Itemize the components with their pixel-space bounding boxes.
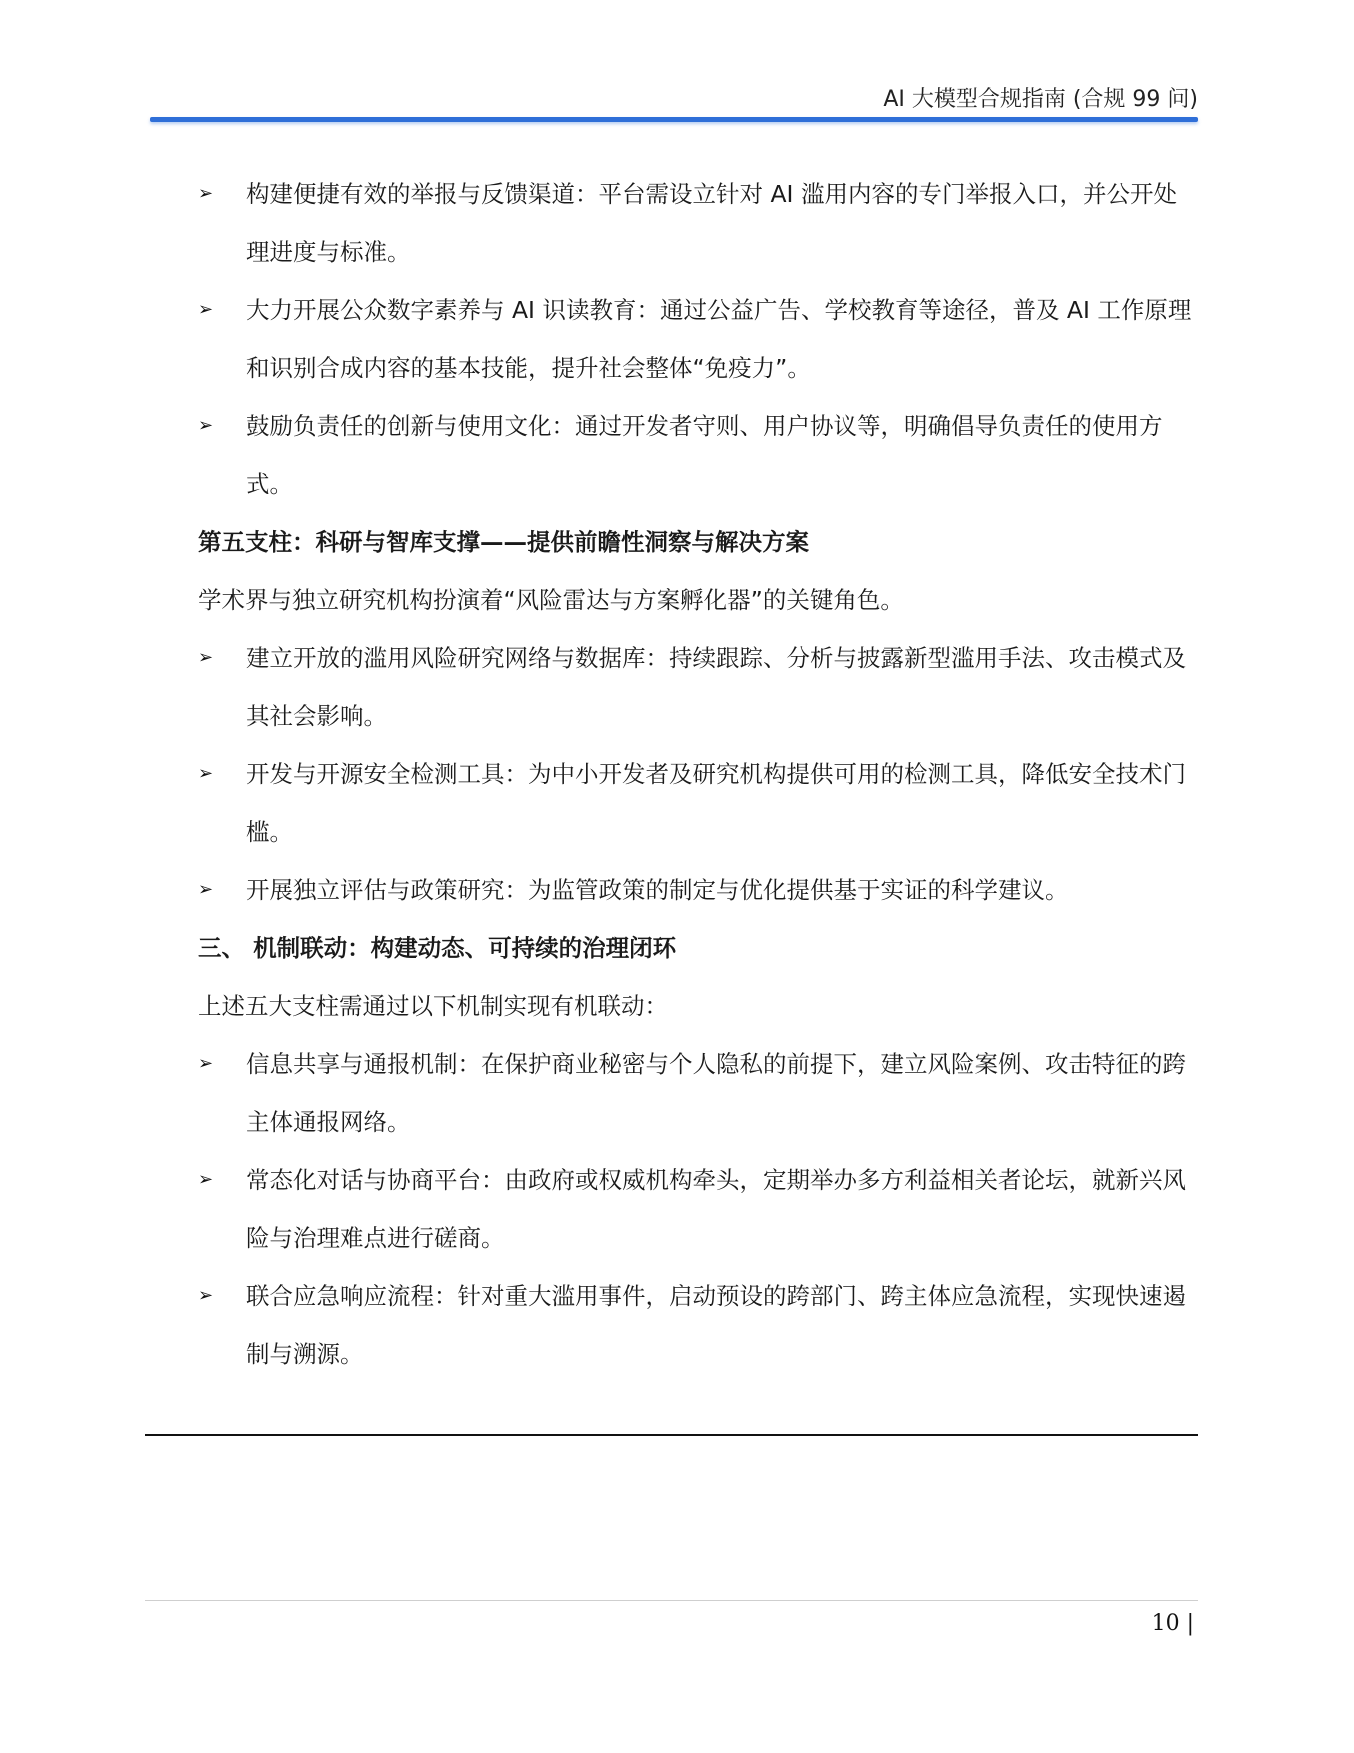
bullet-text: 信息共享与通报机制：在保护商业秘密与个人隐私的前提下，建立风险案例、攻击特征的跨主体通报网络。 [246, 1050, 1186, 1136]
bullet-text: 建立开放的滥用风险研究网络与数据库：持续跟踪、分析与披露新型滥用手法、攻击模式及其社会影响。 [246, 644, 1186, 730]
arrow-bullet-icon: ➢ [198, 1285, 214, 1306]
arrow-bullet-icon: ➢ [198, 299, 214, 320]
page-content [198, 165, 1198, 1383]
page-number: 10 | [1151, 1611, 1194, 1636]
bullet-item [198, 281, 1198, 397]
header-rule [150, 117, 1198, 122]
arrow-bullet-icon: ➢ [198, 1053, 214, 1074]
page-header-title: AI 大模型合规指南 (合规 99 问) [883, 87, 1198, 112]
arrow-bullet-icon: ➢ [198, 647, 214, 668]
bullet-item [198, 745, 1198, 861]
bullet-text: 联合应急响应流程：针对重大滥用事件，启动预设的跨部门、跨主体应急流程，实现快速遏制与溯源。 [246, 1282, 1186, 1368]
bullet-item [198, 1035, 1198, 1151]
bullet-text: 构建便捷有效的举报与反馈渠道：平台需设立针对 AI 滥用内容的专门举报入口，并公开处理进度与标准。 [246, 180, 1177, 266]
bullet-item [198, 629, 1198, 745]
footer-rule [145, 1600, 1198, 1601]
footnote-separator [145, 1434, 1198, 1436]
pillar5-heading: 第五支柱：科研与智库支撑——提供前瞻性洞察与解决方案 [198, 528, 809, 556]
bullet-text: 开发与开源安全检测工具：为中小开发者及研究机构提供可用的检测工具，降低安全技术门槛。 [246, 760, 1186, 846]
arrow-bullet-icon: ➢ [198, 183, 214, 204]
bullet-item [198, 165, 1198, 281]
arrow-bullet-icon: ➢ [198, 1169, 214, 1190]
bullet-text: 常态化对话与协商平台：由政府或权威机构牵头，定期举办多方利益相关者论坛，就新兴风险与治理难点进行磋商。 [246, 1166, 1186, 1252]
section3-intro: 上述五大支柱需通过以下机制实现有机联动： [198, 992, 668, 1020]
bullet-item [198, 1267, 1198, 1383]
bullet-text: 开展独立评估与政策研究：为监管政策的制定与优化提供基于实证的科学建议。 [246, 876, 1069, 904]
bullet-item [198, 1151, 1198, 1267]
section3-heading: 三、 机制联动：构建动态、可持续的治理闭环 [198, 934, 677, 962]
arrow-bullet-icon: ➢ [198, 415, 214, 436]
bullet-text: 大力开展公众数字素养与 AI 识读教育：通过公益广告、学校教育等途径，普及 AI 工作原理和识别合成内容的基本技能，提升社会整体“免疫力”。 [246, 296, 1192, 382]
arrow-bullet-icon: ➢ [198, 763, 214, 784]
bullet-item [198, 861, 1198, 919]
bullet-text: 鼓励负责任的创新与使用文化：通过开发者守则、用户协议等，明确倡导负责任的使用方式。 [246, 412, 1163, 498]
bullet-item [198, 397, 1198, 513]
arrow-bullet-icon: ➢ [198, 879, 214, 900]
pillar5-intro: 学术界与独立研究机构扮演着“风险雷达与方案孵化器”的关键角色。 [198, 586, 904, 614]
